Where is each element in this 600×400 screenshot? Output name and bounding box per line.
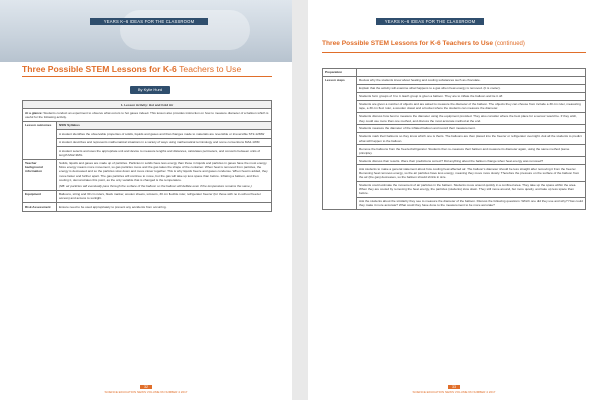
outcome-2: A student describes and represents mathematical situations in a variety of ways using mathematical terminology and some conventions MA2-1WM bbox=[57, 138, 272, 146]
lesson-step: Remove the balloons from the freezer/refrigerator. Students then re-measure their balloon and measure its diameter again, using the same method (same principle). bbox=[357, 145, 586, 157]
equipment-text: Balloons, string and 30 cm rulers, black marker, woolen sheets, scissors, 30 cm flexible ruler, refrigerator freezer (for those with no in-school freezer access) and access to sunlight. bbox=[57, 190, 272, 203]
risk-assessment-label: Risk Assessment bbox=[23, 203, 57, 211]
article-title bbox=[22, 64, 241, 74]
title-rule bbox=[22, 76, 272, 77]
teacher-background-label: Teacher background information bbox=[23, 159, 57, 190]
title-bold: Three Possible STEM Lessons for K-6 bbox=[22, 64, 177, 74]
table-heading: 1. Lesson Activity: Hot and Cold Air bbox=[23, 101, 272, 109]
header-photo bbox=[0, 0, 292, 62]
title-rule bbox=[322, 52, 586, 53]
nsw-syllabus-label: NSW Syllabus bbox=[57, 121, 272, 129]
lesson-steps-table bbox=[322, 68, 586, 210]
lesson-step: Students could estimate the movement of air particles in the balloon. Students move around quickly in a confined area. They take up the space within the area. When they are cooled by removing the heat energy, the particles (students) slow down. They still move around, but more quietly, and take up less space than before. bbox=[357, 181, 586, 197]
teacher-background-note: (NB: air particles will eventually pass through the surface of the balloon so the balloon will deflate even if the temperature remains the same.) bbox=[59, 183, 252, 188]
lesson-step: Students mark their balloons so they know which one is theirs. The balloons are then placed into the freezer or refrigerator overnight. Ask all the students to predict what will happen to the balloon. bbox=[357, 133, 586, 145]
at-a-glance-row bbox=[23, 109, 272, 122]
footer-text: SCIENCE EDUCATION NEWS VOLUME 66 NUMBER 4 2017 bbox=[412, 390, 496, 394]
outcome-3: A student selects and uses the appropriate unit and device to measure lengths and distances, calculates perimeters, and converts between units of length MA2-9MG bbox=[57, 146, 272, 159]
lesson-steps-label: Lesson steps bbox=[323, 76, 357, 209]
page-number: 32 bbox=[140, 385, 152, 389]
lesson-step: Students discuss how best to measure the diameter using the equipment provided. They also consider where the best place for a sensor would be. If they wish, they could use more than one method, and discuss the most accurate method at the end. bbox=[357, 112, 586, 124]
at-a-glance-text: Students conduct an experiment to observe what occurs to hot gases indeed. This lesson also provides instruction on how to measure diameter of a balloon which is useful for the following activity. bbox=[25, 110, 269, 120]
lesson-step: Students measure the diameter of the inflated balloon and record their measurement. bbox=[357, 125, 586, 133]
risk-assessment-text: Ensure need to be used appropriately to prevent any accidents from occurring. bbox=[57, 203, 272, 211]
lesson-table bbox=[22, 100, 272, 212]
page-number: 33 bbox=[448, 385, 460, 389]
outcome-1: A student identifies the observable properties of solids, liquids and gases and that changes made to materials are reversible or irreversible ST2-12MW bbox=[57, 130, 272, 138]
lesson-step: Ask the students about the similarity they see to measure the diameter of the balloon. Discuss the following questions: Which one did they use and why? How could they make it more accurate? What could they have done to the measurement to be more accurate? bbox=[357, 197, 586, 209]
author-badge: By Kylie Hurd bbox=[130, 86, 170, 94]
right-page bbox=[308, 0, 600, 400]
lesson-step: Ask students to make a general statement about how cooling heat affected air. The balloon's diameter should be less straight after removing it from the freezer. Removing heat removes energy, so the air particles have less energy, meaning they move more slowly. Therefore the pressure on the surface of the balloon from the air (the gas) decreases, so the balloon should shrink in size. bbox=[357, 165, 586, 181]
page-footer bbox=[308, 385, 600, 394]
page-footer bbox=[0, 385, 292, 394]
lesson-step: Students form groups of 3 to 4. Each group is given a balloon. They are to inflate the balloon and tie it off. bbox=[357, 92, 586, 100]
lesson-step: Explain that the activity will examine what happens to a gas when heat energy is removed. (It is cooler). bbox=[357, 84, 586, 92]
teacher-background-cell bbox=[57, 159, 272, 190]
article-title bbox=[322, 40, 525, 47]
equipment-label: Equipment bbox=[23, 190, 57, 203]
preparation-text bbox=[357, 69, 586, 77]
title-thin: (continued) bbox=[494, 41, 525, 47]
title-bold: Three Possible STEM Lessons for K-6 Teachers to Use bbox=[322, 40, 493, 47]
lesson-step: Students discuss their results. Were their predictions correct? Did anything about the balloon change when heat energy was removed? bbox=[357, 157, 586, 165]
preparation-label: Preparation bbox=[323, 69, 357, 77]
at-a-glance-label: At a glance: bbox=[25, 110, 43, 115]
lesson-step: Review why the students know about heating and cooling substances such as chocolate. bbox=[357, 76, 586, 84]
lesson-outcomes-label: Lesson outcomes bbox=[23, 121, 57, 159]
left-page bbox=[0, 0, 292, 400]
title-thin: Teachers to Use bbox=[179, 64, 242, 74]
footer-text: SCIENCE EDUCATION NEWS VOLUME 66 NUMBER 4 2017 bbox=[104, 390, 188, 394]
section-banner: YEARS K–6 IDEAS FOR THE CLASSROOM bbox=[90, 18, 208, 25]
lesson-step: Students are given a number of objects and are asked to measure the diameter of the balloon. The objects they can choose from include a 30 cm ruler, measuring tape, a 30 cm flexi ruler, a wooden dowel and a bucket where the students can measure the diameter. bbox=[357, 100, 586, 112]
section-banner: YEARS K–6 IDEAS FOR THE CLASSROOM bbox=[376, 18, 484, 25]
teacher-background-text: Solids, liquids and gases are made up of particles. Particles in solids have less energy than those in liquids and particles in gases have the most energy. More energy means more movement, so gas particles move and the gas takes the shape of the container. When heat is removed from particles, the energy is decreased and so the particles slow down and move closer together. This is why liquids freeze and gases condense. When heat is added, they move faster and further apart. The gas particles will continue to move, but the gas will take up less space than before. Inflating a balloon, and then cooling it, demonstrates this point, as the only variable that is changed is the temperature. bbox=[59, 161, 268, 182]
